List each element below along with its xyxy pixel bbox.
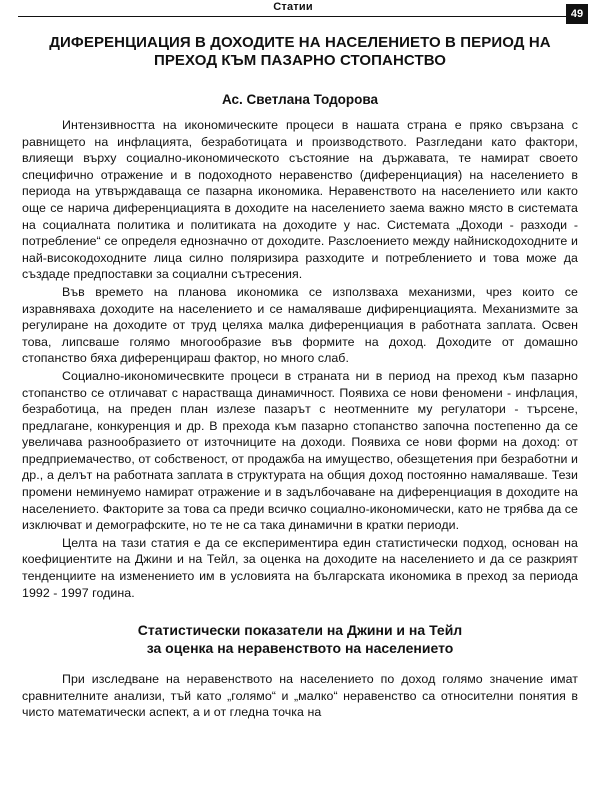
paragraph: При изследване на неравенството на населението по доход голямо значение имат сравнителните анализи, тъй като „голямо“ и „малко“ неравенство са относителни понятия в чисто математически аспект, а и от гледна точка на (22, 672, 578, 720)
paragraph: Социално-икономичесвките процеси в страната ни в период на преход към пазарно стопанство се отличават с нарастваща динамичност. Появиха се нови феномени - инфлация, безработица, на преден план излезе пазарът с неотменните му регулатори - търсене, предлагане, конкуренция и др. В прехода към пазарно стопанство започна постепенно да се увеличава разнообразието от източниците на доходи. Появиха се нови форми на доход: от предприемачество, от собственост, от продажба на имущество, обезщетения при безработни и др., а делът на работната заплата в структурата на общия доход постоянно намаляваше. Тези промени неминуемо намират отражение и в задълбочаване на диференциация в доходите на населението. Факторите за това са преди всичко социално-икономически, като не трябва да се изключват и демографските, но те не са така динамични в кратки периоди. (22, 368, 578, 533)
article-body (22, 34, 578, 721)
section-label: Статии (273, 1, 313, 13)
paragraph: Интензивността на икономическите процеси в нашата страна е пряко свързана с равнището на инфлацията, безработицата и производството. Разгледани като фактори, влияещи върху социално-икономическото състояние на държавата, те намират своето специфично отражение и в подоходното неравенство (диференциация) на населението в периода на утвърждаваща се пазарна икономика. Неравенството на населението или както още се нарича диференциацията в доходите на населението заема важно място в системата на социалната политика и политиката на доходите у нас. Системата „Доходи - разходи - потребление“ се определя еднозначно от доходите. Разслоението между найнискодоходните и най-високодоходните лица силно поляризира разходите и потреблението и това може да създаде предпоставки за социални сътресения. (22, 118, 578, 282)
section-heading-line: Статистически показатели на Джини и на Тейл (137, 622, 463, 639)
running-header (18, 2, 568, 17)
page-number: 49 (566, 4, 588, 24)
article-author: Ас. Светлана Тодорова (221, 92, 379, 107)
section-heading (22, 621, 578, 657)
paragraph: Във времето на планова икономика се използваха механизми, чрез които се изравняваха доходите на населението и се намаляваше дифиренциацията. Механизмите за регулиране на доходите от труд целяха малка диференциация в работната заплата. Освен това, липсваше голямо многообразие във формите на доход. Доходите от домашно стопанство бяха диференцираш фактор, но много слаб. (22, 284, 578, 366)
article-title: ДИФЕРЕНЦИАЦИЯ В ДОХОДИТЕ НА НАСЕЛЕНИЕТО В ПЕРИОД НА ПРЕХОД КЪМ ПАЗАРНО СТОПАНСТВО (49, 34, 551, 69)
paragraph: Целта на тази статия е да се експериментира един статистически подход, основан на коефициентите на Джини и на Тейл, за оценка на доходите на населението и да се разкрият тенденциите на изменението им в условията на българската икономика в преход за периода 1992 - 1997 година. (22, 535, 578, 600)
section-heading-line: за оценка на неравенството на населението (146, 640, 454, 657)
